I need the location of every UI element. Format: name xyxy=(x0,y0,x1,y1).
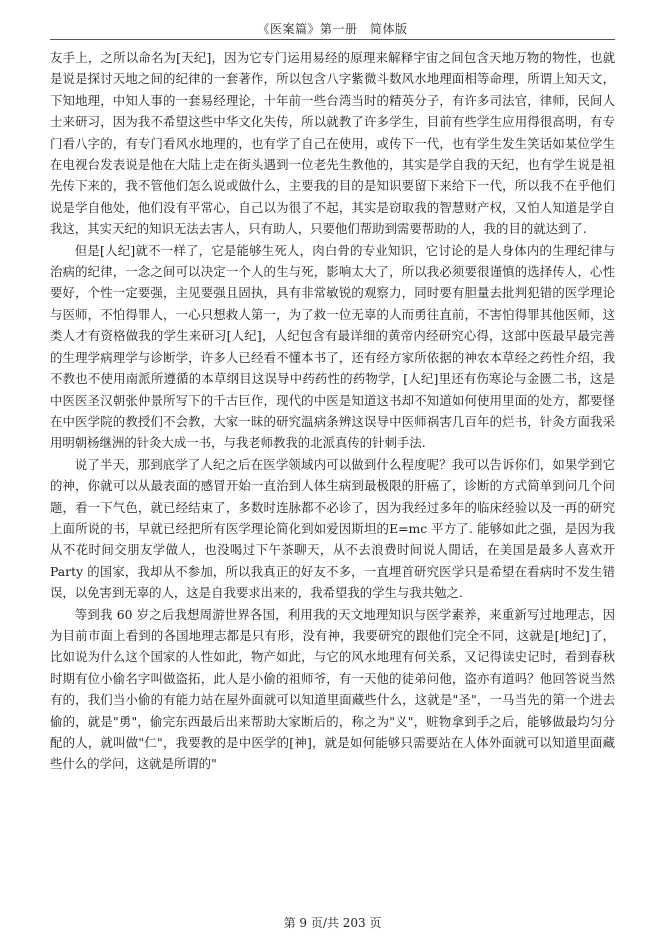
page-number: 第 9 页/共 203 页 xyxy=(283,916,382,930)
header-divider xyxy=(50,39,615,40)
paragraph-3: 说了半天，那到底学了人纪之后在医学领域内可以做到什么程度呢？我可以告诉你们，如果学到它的神，你就可以从最表面的感冒开始一直治到人体生病到最极限的肝癌了，诊断的方式简单到问几个问题，看一下气色，就已经结束了，多数时连脉都不必诊了，因为我经过多年的临床经验以及一再的研究上面所说的书，早就已经把所有医学理论简化到如爱因斯坦的E=mc 平方了. 能够如此之强，是因为我从不花时间交朋友学做人，也没喝过下午茶聊天，从不去浪费时间说人閒话，在美国是最多人喜欢开 Party 的国家，我却从不参加，所以我真正的好友不多，一直埋首研究医学只是希望在看病时不发生错误，以免害到无辜的人，这是自我要求出来的，我希望我的学生与我共勉之. xyxy=(50,456,615,601)
paragraph-2: 但是[人纪]就不一样了，它是能够生死人，肉白骨的专业知识，它讨论的是人身体内的生理纪律与治病的纪律，一念之间可以决定一个人的生与死，影响太大了，所以我必须要很谨慎的选择传人，心性要好，个性一定要强，主见要强且固执，具有非常敏锐的观察力，同时要有胆量去批判犯错的医学理论与医师，不怕得罪人，一心只想救人第一，为了救一位无辜的人而勇往直前，不害怕得罪其他医师，这类人才有资格做我的学生来研习[人纪]，人纪包含有最详细的黄帝内经研究心得，这部中医最早最完善的生理学病理学与诊断学，许多人已经看不懂本书了，还有经方家所依据的神农本草经之药性介绍，我不教也不使用南派所遵循的本草纲目这误导中药药性的药物学，[人纪]里还有伤寒论与金匮二书，这是中医医圣汉朝张仲景所写下的千古巨作，现代的中医是知道这书却不知道如何使用里面的处方，都要怪在中医学院的教授们不会教，大家一昧的研究温病条辨这误导中医师祸害几百年的烂书，针灸方面我采用明朝杨继洲的针灸大成一书，与我老师教我的北派真传的针刺手法. xyxy=(50,242,615,451)
paragraph-1: 友手上，之所以命名为[天纪]，因为它专门运用易经的原理来解释宇宙之间包含天地万物的物性，也就是说是探讨天地之间的纪律的一套著作，所以包含八字紫微斗数风水地理面相等命理，所谓上知天文，下知地理，中知人事的一套易经理论，十年前一些台湾当时的精英分子，有许多司法官，律师，民间人士来研习，因为我不希望这些中华文化失传，所以就教了许多学生，目前有些学生应用得很高明，有专门看八字的，有专门看风水地理的，也有学了自己在使用，或传下一代，也有学生发生笑话如某位学生在电视台发表说是他在大陆上走在街头遇到一位老先生教他的，其实是学自我的天纪，也有学生说是祖先传下来的，我不管他们怎么说或做什么，主要我的目的是知识要留下来给下一代，所以我不在乎他们说是学自他处，他们没有平常心，自己以为很了不起，其实是窃取我的智慧财产权，又怕人知道是学自我这，其实天纪的知识无法去害人，只有助人，只要他们帮助到需要帮助的人，我的目的就达到了. xyxy=(50,50,615,237)
body-text xyxy=(50,47,615,775)
page-header: 《医案篇》第一册 简体版 xyxy=(257,22,408,36)
paragraph-4: 等到我 60 岁之后我想周游世界各国，利用我的天文地理知识与医学素养，来重新写过地理志，因为目前市面上看到的各国地理志都是只有形，没有神，我要研究的跟他们完全不同，这就是[地纪]了，比如说为什么这个国家的人性如此，物产如此，与它的风水地理有何关系，又记得读史记时，看到春秋时期有位小偷名字叫做盗拓，此人是小偷的祖师爷，有一天他的徒弟问他，盗亦有道吗？他回答说当然有的，我们当小偷的有能力站在屋外面就可以知道里面藏些什么，这就是"圣"，一马当先的第一个进去偷的，就是"勇"，偷完东西最后出来帮助大家断后的，称之为"义"，赃物拿到手之后，能够做最均匀分配的人，就叫做"仁"，我要教的是中医学的[神]，就是如何能够只需要站在人体外面就可以知道里面藏些什么的学问，这就是所谓的" xyxy=(50,606,615,772)
